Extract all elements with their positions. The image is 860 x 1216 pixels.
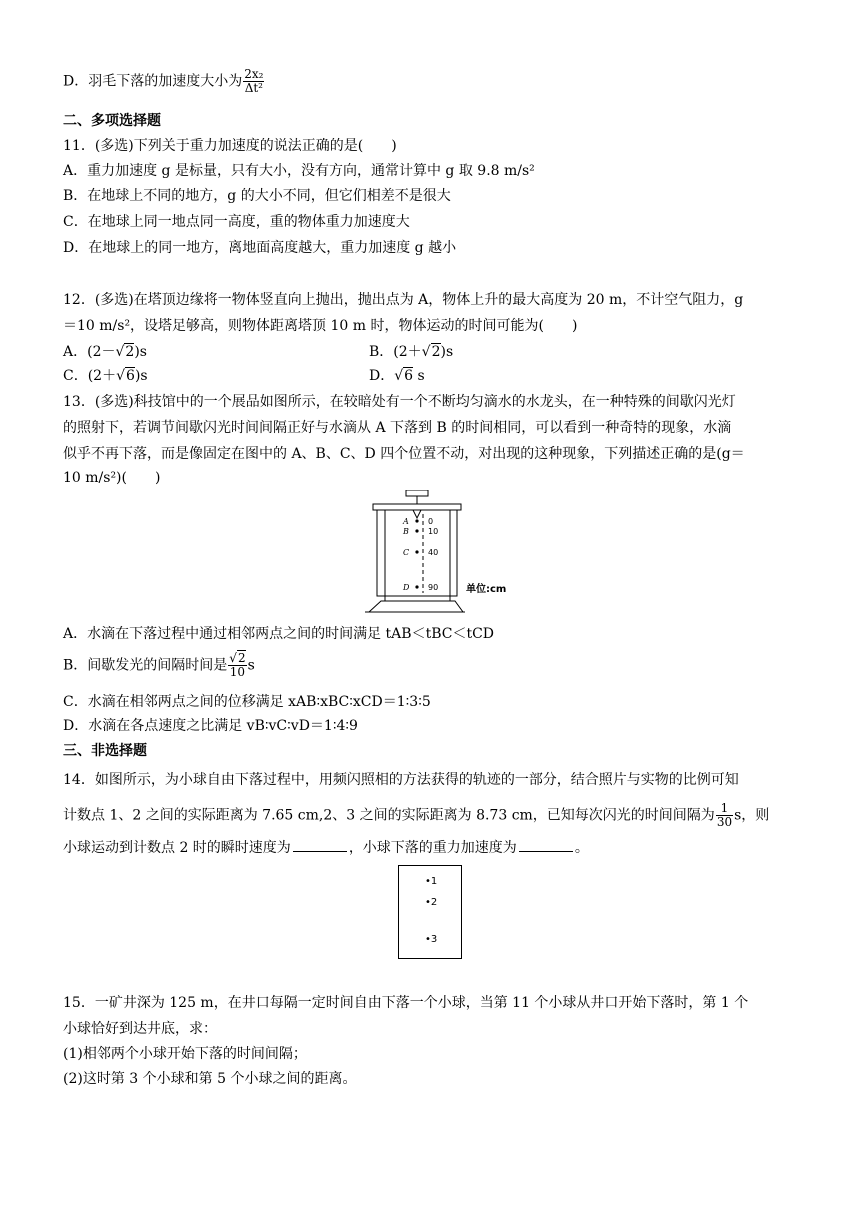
q12-a-radicand: 2 [125,344,135,360]
q14-line2-pre: 计数点 1、2 之间的实际距离为 7.65 cm,2、3 之间的实际距离为 8.73 cm，已知每次闪光的时间间隔为 [63,807,715,824]
fig-scale-10: 10 [428,527,439,536]
q14-fraction [716,802,733,829]
q15-stem-line2: 小球恰好到达井底，求： [63,1021,217,1037]
q12-b-pre: B．(2＋ [369,344,422,360]
strobe-point-1: •1 [425,876,438,887]
q10-d-den: Δt² [244,81,263,95]
q13-option-a: A．水滴在下落过程中通过相邻两点之间的时间满足 tAB＜tBC＜tCD [63,626,495,642]
q12-option-c: C．(2＋√6)s [63,368,148,384]
q10-d-num: 2x₂ [244,67,264,81]
q12-option-a: A．(2－√2)s [63,344,147,360]
q13-stem-line4: 10 m/s²)( ) [63,470,161,486]
q14-line3-c: 。 [574,840,589,856]
fig-scale-90: 90 [428,583,439,592]
q12-option-d: D．√6 s [369,368,425,384]
q14-stem-line3 [63,838,589,858]
q11-stem: 11．(多选)下列关于重力加速度的说法正确的是( ) [63,138,397,154]
fig-point-b: B [403,527,409,536]
q13-stem-line1: 13．(多选)科技馆中的一个展品如图所示，在较暗处有一个不断均匀滴水的水龙头，在一种特殊的间歇闪光灯 [63,394,736,410]
fig-point-a: A [403,517,409,526]
q11-option-c: C．在地球上同一地点同一高度，重的物体重力加速度大 [63,214,410,230]
q13-b-num: √2 [229,651,246,665]
strobe-label-3: 3 [430,934,438,945]
q13-option-b [63,652,255,679]
strobe-label-1: 1 [430,876,438,887]
q10-d-label: D．羽毛下落的加速度大小为 [63,73,243,90]
q13-stem-line3: 似乎不再下落，而是像固定在图中的 A、B、C、D 四个位置不动，对出现的这种现象，下列描述正确的是(g＝ [63,446,745,462]
q13-b-pre: B．间歇发光的间隔时间是 [63,657,228,674]
q12-c-radicand: 6 [126,368,135,384]
q11-option-d: D．在地球上的同一地方，离地面高度越大，重力加速度 g 越小 [63,240,457,256]
q12-option-b: B．(2＋√2)s [369,344,454,360]
q12-stem-line1: 12．(多选)在塔顶边缘将一物体竖直向上抛出，抛出点为 A，物体上升的最大高度为 20 m，不计空气阻力，g [63,292,744,308]
q12-c-post: )s [134,368,148,384]
q12-c-pre: C．(2＋ [63,368,117,384]
q15-part-1: (1)相邻两个小球开始下落的时间间隔； [63,1046,307,1062]
q14-blank-acceleration[interactable] [519,839,573,852]
fig-point-d: D [403,583,410,592]
q12-stem-line2: ＝10 m/s²，设塔足够高，则物体距离塔顶 10 m 时，物体运动的时间可能为( ) [63,318,578,334]
q12-b-radicand: 2 [431,344,441,360]
fig-unit-label: 单位:cm [466,584,507,595]
q12-d-pre: D． [369,368,395,384]
q14-frac-den: 30 [716,815,733,829]
q13-option-c: C．水滴在相邻两点之间的位移满足 xAB∶xBC∶xCD＝1∶3∶5 [63,694,431,710]
section-multi-choice: 二、多项选择题 [63,113,161,129]
q13-b-post: s [247,657,255,674]
q14-stem-line2 [63,802,769,829]
q10-option-d [63,68,265,95]
q14-line3-b: ，小球下落的重力加速度为 [348,840,517,856]
fig-point-c: C [403,548,410,557]
q12-d-radicand: 6 [404,368,414,384]
q13-b-fraction [228,652,246,679]
q12-d-post: s [413,368,425,384]
q13-option-d: D．水滴在各点速度之比满足 vB∶vC∶vD＝1∶4∶9 [63,718,358,734]
q10-d-fraction [243,68,264,95]
q12-a-post: )s [134,344,147,360]
fig-scale-0: 0 [428,517,434,526]
q14-frac-num: 1 [716,802,733,816]
q12-b-post: )s [440,344,454,360]
q14-blank-velocity[interactable] [293,839,347,852]
q15-stem-line1: 15．一矿井深为 125 m，在井口每隔一定时间自由下落一个小球，当第 11 个小球从井口开始下落时，第 1 个 [63,995,749,1011]
fig-scale-40: 40 [428,548,439,557]
q14-line2-post: s，则 [734,807,770,824]
q13-b-radicand: 2 [237,651,246,665]
section-non-choice: 三、非选择题 [63,743,147,759]
strobe-photo-figure [398,865,462,959]
q13-stem-line2: 的照射下，若调节间歇闪光时间间隔正好与水滴从 A 下落到 B 的时间相同，可以看到一种奇特的现象，水滴 [63,420,732,436]
strobe-point-2: •2 [425,897,438,908]
q13-b-den: 10 [229,665,246,679]
q14-stem-line1: 14．如图所示，为小球自由下落过程中，用频闪照相的方法获得的轨迹的一部分，结合照片与实物的比例可知 [63,772,739,788]
q15-part-2: (2)这时第 3 个小球和第 5 个小球之间的距离。 [63,1071,357,1087]
q11-option-b: B．在地球上不同的地方，g 的大小不同，但它们相差不是很大 [63,188,451,204]
strobe-label-2: 2 [430,897,438,908]
q11-option-a: A．重力加速度 g 是标量，只有大小，没有方向，通常计算中 g 取 9.8 m/s² [63,163,535,179]
strobe-point-3: •3 [425,934,438,945]
q12-a-pre: A．(2－ [63,344,116,360]
dripping-faucet-figure [365,490,465,615]
q14-line3-a: 小球运动到计数点 2 时的瞬时速度为 [63,840,291,856]
